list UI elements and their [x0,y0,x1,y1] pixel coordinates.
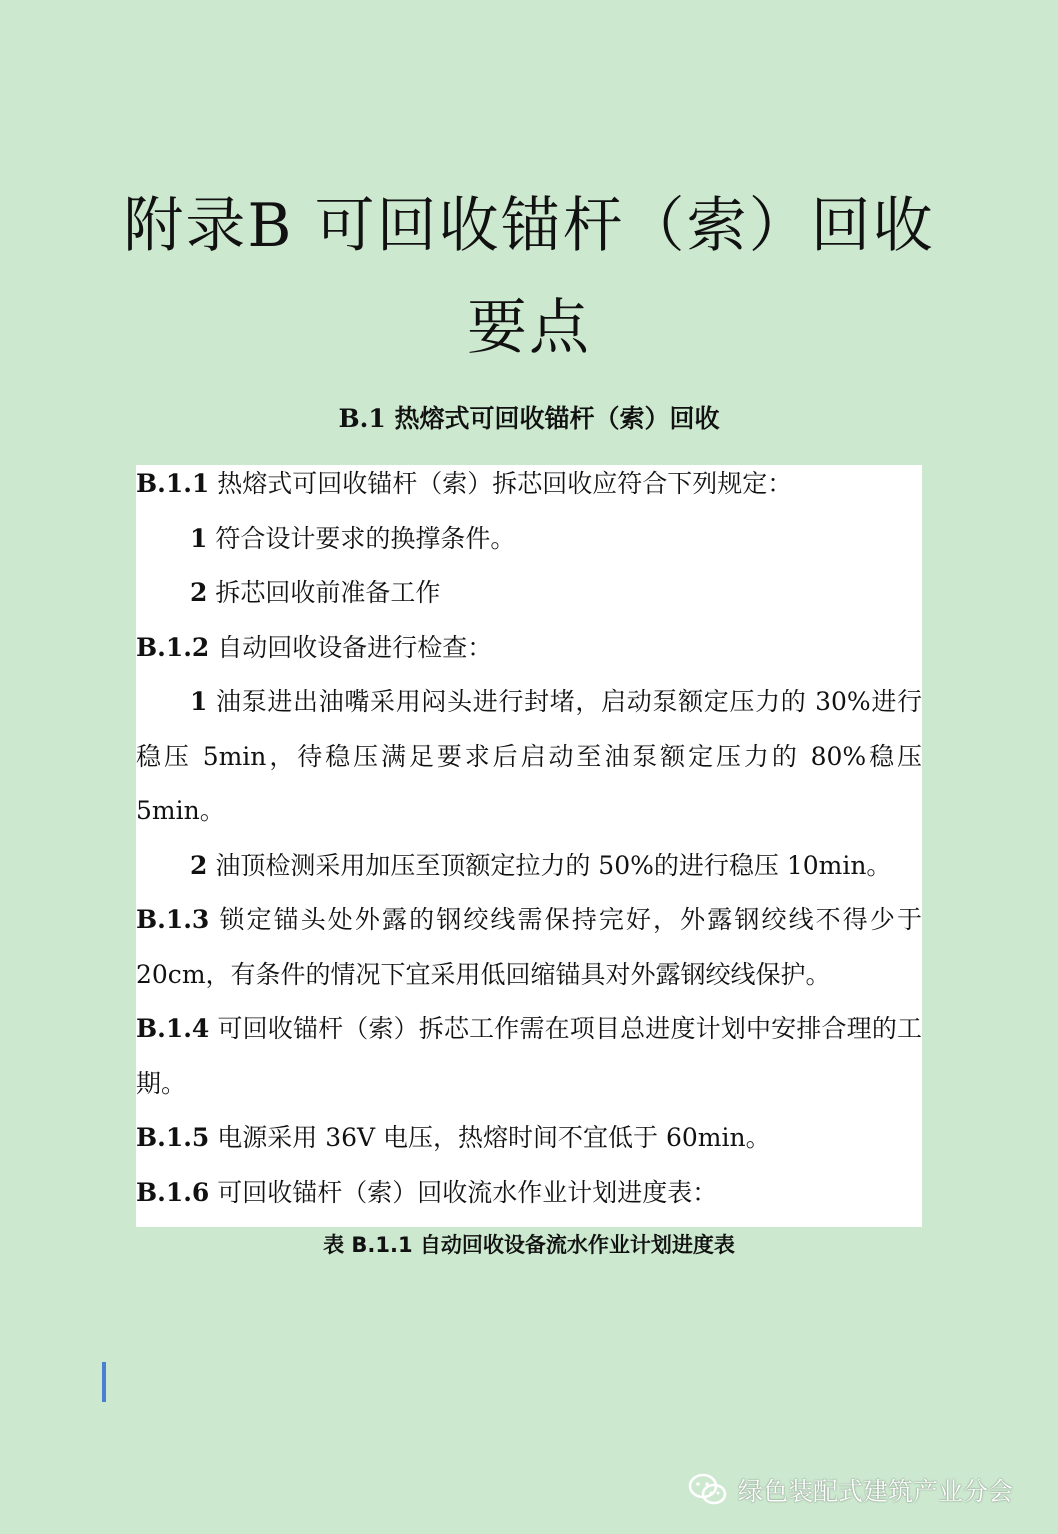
document-body[interactable] [136,457,936,1220]
clause-number: B.1.1 [136,469,210,498]
item-number: 1 [190,687,208,716]
list-item [136,675,922,839]
item-number: 1 [190,523,208,553]
clause-b-1-4 [136,1002,922,1111]
clause-text: 可回收锚杆（索）拆芯工作需在项目总进度计划中安排合理的工期。 [136,1014,922,1098]
list-item [136,512,936,567]
clause-b-1-5 [136,1111,936,1166]
clause-number: B.1.6 [136,1177,210,1207]
clause-number: B.1.3 [136,905,210,934]
clause-number: B.1.4 [136,1014,210,1043]
watermark [688,1470,1013,1510]
item-number: 2 [190,578,208,607]
page-title-line-1: 附录B 可回收锚杆（索）回收 [123,191,935,261]
item-text: 油顶检测采用加压至顶额定拉力的 50%的进行稳压 10min。 [207,850,892,880]
clause-b-1-2 [136,621,936,676]
section-heading: B.1 热熔式可回收锚杆（索）回收 [338,404,720,433]
clause-number: B.1.5 [136,1123,210,1152]
clause-text: 热熔式可回收锚杆（索）拆芯回收应符合下列规定： [209,469,793,498]
clause-b-1-3 [136,893,922,1002]
clause-text: 电源采用 36V 电压，热熔时间不宜低于 60min。 [209,1123,771,1152]
clause-number: B.1.2 [136,632,210,662]
list-item [136,566,936,621]
item-number: 2 [190,850,208,880]
clause-text: 可回收锚杆（索）回收流水作业计划进度表： [209,1177,718,1207]
clause-b-1-6 [136,1166,936,1221]
list-item [136,839,936,894]
page-title-line-2: 要点 [467,293,591,363]
watermark-text: 绿色装配式建筑产业分会 [738,1477,1014,1506]
item-text: 拆芯回收前准备工作 [207,578,441,607]
clause-text: 锁定锚头处外露的钢绞线需保持完好，外露钢绞线不得少于 20cm，有条件的情况下宜采用低回缩锚具对外露钢绞线保护。 [136,905,922,989]
text-cursor [102,1362,106,1402]
item-text: 符合设计要求的换撑条件。 [207,523,516,553]
clause-text: 自动回收设备进行检查： [209,632,493,662]
wechat-icon [688,1473,728,1507]
clause-b-1-1 [136,457,936,512]
item-text: 油泵进出油嘴采用闷头进行封堵，启动泵额定压力的 30%进行稳压 5min，待稳压满足要求后启动至油泵额定压力的 80%稳压 5min。 [136,687,922,825]
table-caption: 表 B.1.1 自动回收设备流水作业计划进度表 [323,1233,735,1257]
